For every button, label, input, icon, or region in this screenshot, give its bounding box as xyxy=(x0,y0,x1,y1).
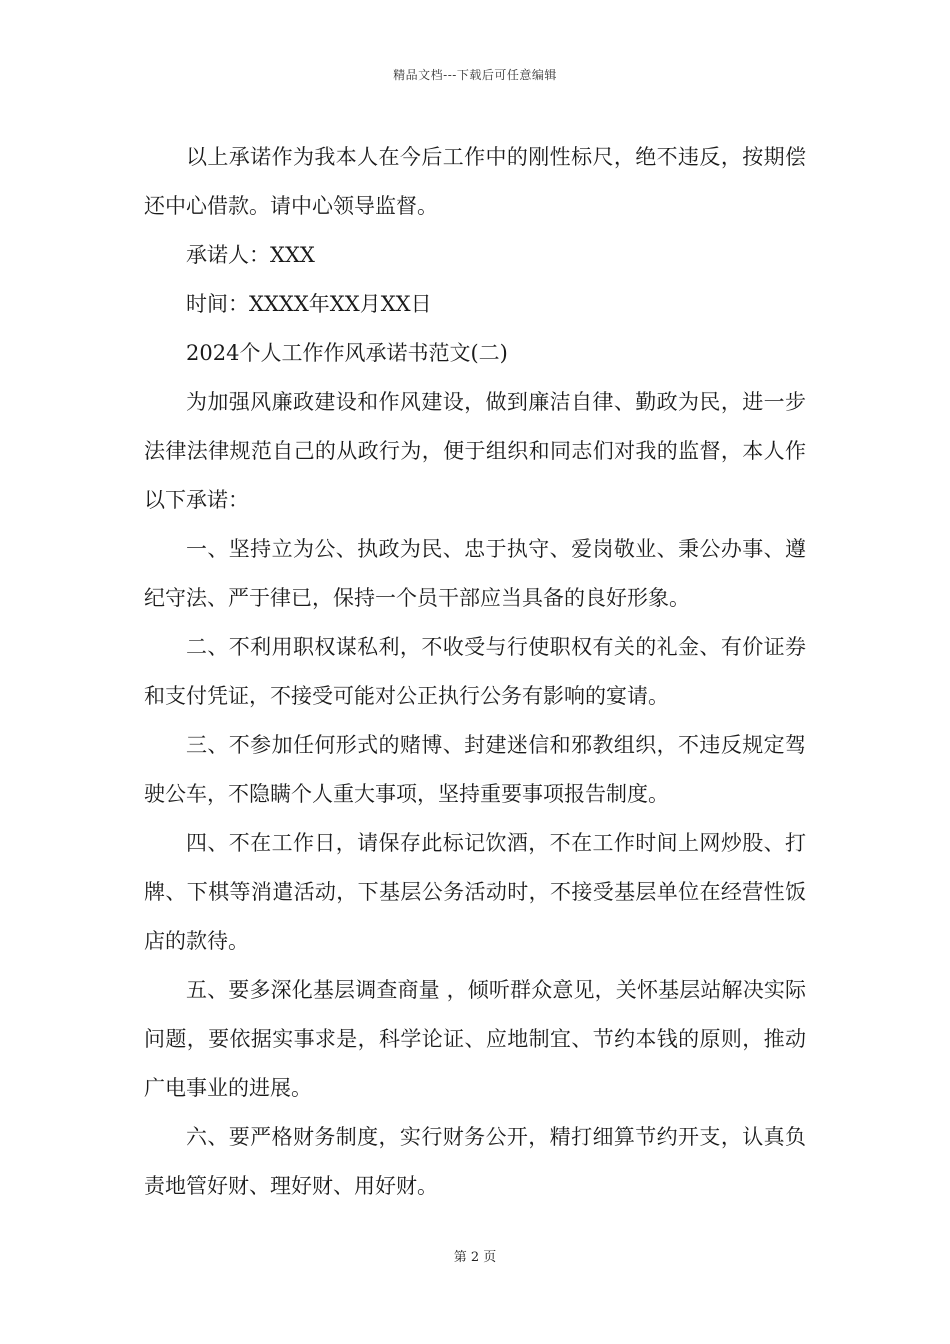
page-number: 第 2 页 xyxy=(453,1250,497,1265)
paragraph-item-4: 四、不在工作日，请保存此标记饮酒，不在工作时间上网炒股、打牌、下棋等消遣活动，下基层公务活动时，不接受基层单位在经营性饭店的款待。 xyxy=(144,831,806,953)
paragraph-item-3: 三、不参加任何形式的赌博、封建迷信和邪教组织，不违反规定驾驶公车，不隐瞒个人重大事项，坚持重要事项报告制度。 xyxy=(144,733,806,806)
page-header: 精品文档---下载后可任意编辑 xyxy=(393,68,557,82)
paragraph-item-6: 六、要严格财务制度，实行财务公开，精打细算节约开支，认真负责地管好财、理好财、用好财。 xyxy=(144,1125,806,1198)
paragraph-signatory: 承诺人：XXX xyxy=(186,243,315,267)
paragraph-date: 时间：XXXX年XX月XX日 xyxy=(186,292,432,316)
paragraph-commitment-closing: 以上承诺作为我本人在今后工作中的刚性标尺，绝不违反，按期偿还中心借款。请中心领导监督。 xyxy=(144,145,806,218)
paragraph-section-title: 2024个人工作作风承诺书范文(二) xyxy=(186,341,508,365)
paragraph-item-2: 二、不利用职权谋私利，不收受与行使职权有关的礼金、有价证券和支付凭证，不接受可能对公正执行公务有影响的宴请。 xyxy=(144,635,806,708)
document-body xyxy=(144,133,806,1211)
paragraph-intro: 为加强风廉政建设和作风建设，做到廉洁自律、勤政为民，进一步法律法律规范自己的从政行为，便于组织和同志们对我的监督，本人作以下承诺： xyxy=(144,390,806,512)
paragraph-item-1: 一、坚持立为公、执政为民、忠于执守、爱岗敬业、秉公办事、遵纪守法、严于律已，保持一个员干部应当具备的良好形象。 xyxy=(144,537,806,610)
paragraph-item-5: 五、要多深化基层调查商量 ，倾听群众意见，关怀基层站解决实际问题，要依据实事求是，科学论证、应地制宜、节约本钱的原则，推动广电事业的进展。 xyxy=(144,978,806,1100)
